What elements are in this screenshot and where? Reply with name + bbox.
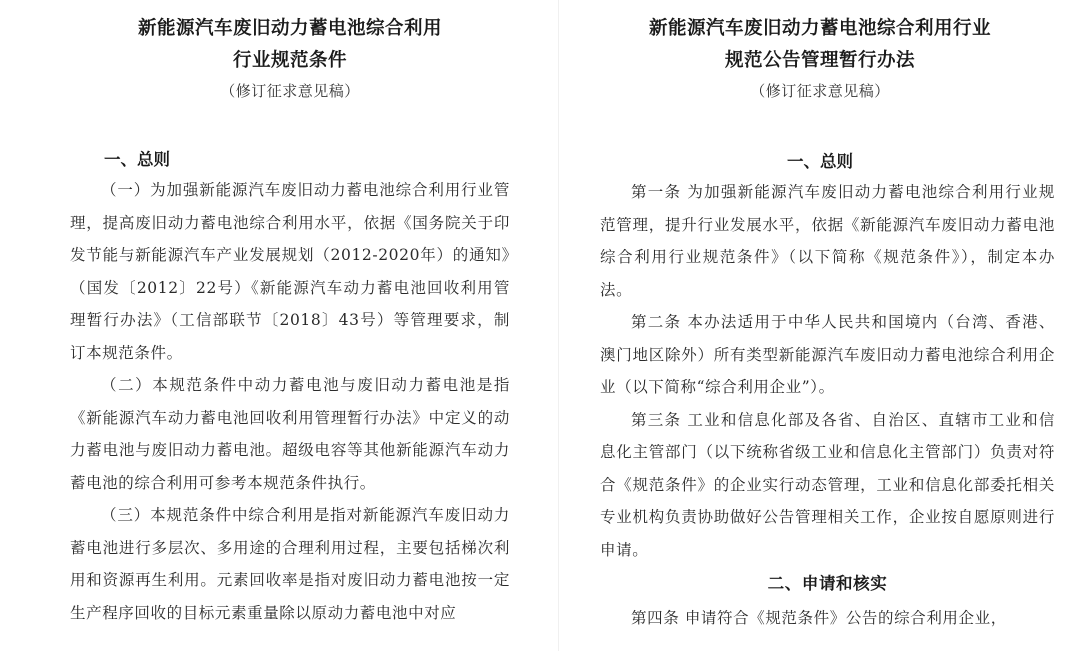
left-doc-subtitle: （修订征求意见稿） [220,82,360,100]
right-doc-body [600,176,1055,635]
left-doc-title-line2: 行业规范条件 [232,50,347,71]
page-divider [558,0,559,651]
left-paragraph-3: （三）本规范条件中综合利用是指对新能源汽车废旧动力蓄电池进行多层次、多用途的合理利用过程，主要包括梯次利用和资源再生利用。元素回收率是指对废旧动力蓄电池按一定生产程序回收的目标元素重量除以原动力蓄电池中对应 [70,506,510,622]
right-article-1: 第一条 为加强新能源汽车废旧动力蓄电池综合利用行业规范管理，提升行业发展水平，依据《新能源汽车废旧动力蓄电池综合利用行业规范条件》（以下简称《规范条件》），制定本办法。 [600,183,1055,299]
right-doc-subtitle: （修订征求意见稿） [750,82,890,100]
left-doc-title-line1: 新能源汽车废旧动力蓄电池综合利用 [137,18,442,39]
left-section-general: 一、总则 [104,150,170,169]
right-doc-title-line1: 新能源汽车废旧动力蓄电池综合利用行业 [648,18,991,39]
right-article-2: 第二条 本办法适用于中华人民共和国境内（台湾、香港、澳门地区除外）所有类型新能源汽车废旧动力蓄电池综合利用企业（以下简称“综合利用企业”）。 [600,313,1055,396]
left-paragraph-1: （一）为加强新能源汽车废旧动力蓄电池综合利用行业管理，提高废旧动力蓄电池综合利用水平，依据《国务院关于印发节能与新能源汽车产业发展规划（2012-2020年）的通知》（国发〔2012〕22号）《新能源汽车动力蓄电池回收利用管理暂行办法》（工信部联节〔2018〕43号）等管理要求，制订本规范条件。 [70,181,510,362]
right-article-3: 第三条 工业和信息化部及各省、自治区、直辖市工业和信息化主管部门（以下统称省级工业和信息化主管部门）负责对符合《规范条件》的企业实行动态管理，工业和信息化部委托相关专业机构负责协助做好公告管理相关工作，企业按自愿原则进行申请。 [600,410,1055,559]
left-doc-body [70,174,510,629]
right-section-application: 二、申请和核实 [767,574,888,593]
right-doc-title-line2: 规范公告管理暂行办法 [724,50,915,71]
left-paragraph-2: （二）本规范条件中动力蓄电池与废旧动力蓄电池是指《新能源汽车动力蓄电池回收利用管理暂行办法》中定义的动力蓄电池与废旧动力蓄电池。超级电容等其他新能源汽车动力蓄电池的综合利用可参考本规范条件执行。 [70,376,510,492]
right-article-4: 第四条 申请符合《规范条件》公告的综合利用企业， [631,609,1007,627]
right-document [560,0,1080,651]
right-section-general: 一、总则 [787,152,853,171]
